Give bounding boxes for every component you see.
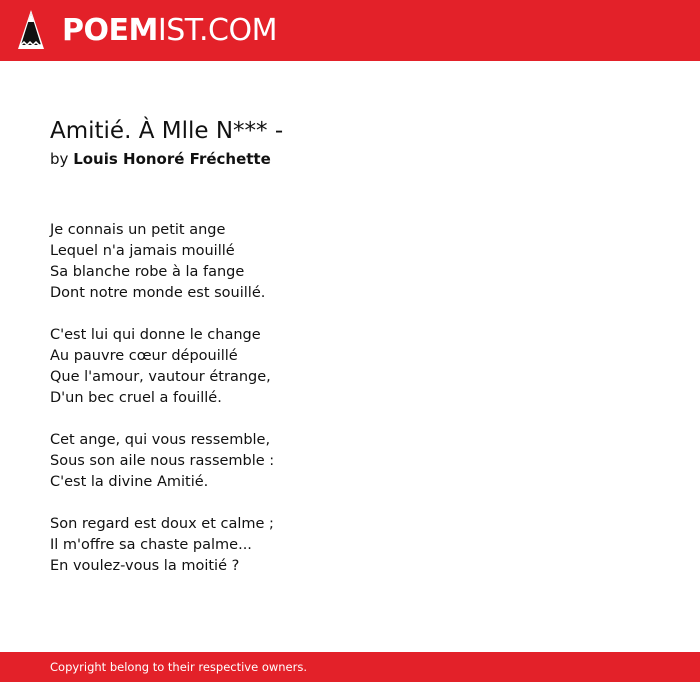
by-label: by: [50, 150, 69, 168]
poem-line: Sous son aile nous rassemble :: [50, 453, 275, 469]
poem-line: D'un bec cruel a fouillé.: [50, 390, 222, 406]
poem-line: Il m'offre sa chaste palme...: [50, 537, 252, 553]
site-logo-link[interactable]: [17, 9, 277, 53]
stanza: [50, 325, 650, 409]
byline: [50, 148, 650, 170]
poem-body: [50, 220, 650, 577]
pencil-icon: [17, 9, 45, 53]
copyright-text: Copyright belong to their respective owners.: [50, 660, 308, 674]
poem-line: Lequel n'a jamais mouillé: [50, 243, 235, 259]
poem-line: Je connais un petit ange: [50, 222, 226, 238]
poem-line: C'est lui qui donne le change: [50, 327, 261, 343]
poem-line: Son regard est doux et calme ;: [50, 516, 274, 532]
poem-title: Amitié. À Mlle N*** -: [50, 118, 284, 144]
site-header: [0, 0, 700, 61]
poem-line: C'est la divine Amitié.: [50, 474, 209, 490]
logo-text-bold: POEM: [62, 13, 158, 48]
stanza: [50, 514, 650, 577]
poem-line: Dont notre monde est souillé.: [50, 285, 266, 301]
site-footer: [0, 652, 700, 682]
stanza: [50, 430, 650, 493]
logo-text-light: IST.COM: [157, 13, 277, 48]
author-name: Louis Honoré Fréchette: [73, 150, 271, 168]
logo-wordmark: [62, 13, 277, 49]
poem-line: Cet ange, qui vous ressemble,: [50, 432, 271, 448]
stanza: [50, 220, 650, 304]
poem-line: Que l'amour, vautour étrange,: [50, 369, 271, 385]
poem-line: En voulez-vous la moitié ?: [50, 558, 240, 574]
poem-content: [50, 114, 650, 598]
poem-line: Sa blanche robe à la fange: [50, 264, 245, 280]
poem-line: Au pauvre cœur dépouillé: [50, 348, 238, 364]
